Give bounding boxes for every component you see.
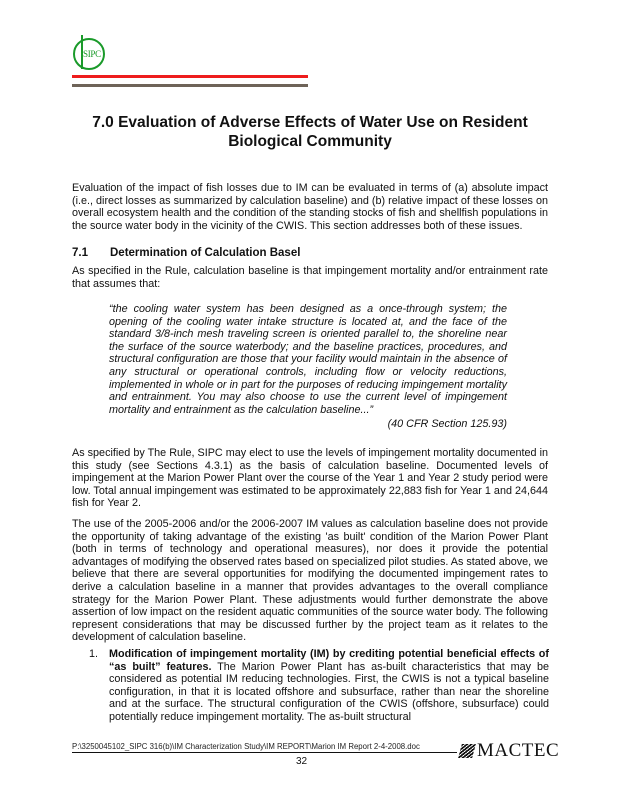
section-lead: As specified in the Rule, calculation baseline is that impingement mortality and/or entrainment rate that assumes that: bbox=[72, 265, 548, 290]
logo-text: SIPC bbox=[83, 49, 101, 59]
list-item-number: 1. bbox=[89, 648, 99, 660]
section-title: Determination of Calculation Basel bbox=[110, 247, 301, 259]
mactec-mark-icon bbox=[458, 744, 476, 758]
mactec-wordmark: MACTEC bbox=[477, 740, 560, 761]
paragraph-baseline-levels: As specified by The Rule, SIPC may elect to use the levels of impingement mortality documented in this study (see Sections 4.3.1) as the basis of calculation baseline. Documented levels of impingement at the Marion Power Plant over the course of the Year 1 and Year 2 study period were low. Total annual impingement was estimated to be approximately 22,883 fish for Year 1 and 24,644 fish for Year 2. bbox=[72, 447, 548, 510]
paragraph-as-built: The use of the 2005-2006 and/or the 2006-2007 IM values as calculation baseline does not provide the opportunity of taking advantage of the existing 'as built' condition of the Marion Power Plant (both in terms of technology and operational measures), nor does it provide the potential advantages of modifying the observed rates based on specialized pilot studies. As stated above, we believe that there are several opportunities for modifying the documented impingement rates to derive a calculation baseline in a manner that provides advantages to the overall compliance strategy for the Marion Power Plant. These adjustments would further demonstrate the above assertion of low impact on the resident aquatic communities of the source water body. The following represent considerations that may be discussed further by the project team as it relates to the development of calculation baseline. bbox=[72, 518, 548, 644]
page-number: 32 bbox=[296, 756, 308, 767]
page-title: 7.0 Evaluation of Adverse Effects of Water Use on Resident Biological Community bbox=[92, 114, 528, 150]
list-item-body bbox=[109, 648, 549, 724]
intro-paragraph: Evaluation of the impact of fish losses due to IM can be evaluated in terms of (a) absolute impact (i.e., direct losses as summarized by calculation baseline) and (b) relative impact of these losses on overall ecosystem health and the condition of the standing stocks of fish and shellfish populations in the source water body in the vicinity of the CWIS. This section addresses both of these issues. bbox=[72, 182, 548, 232]
sipc-logo bbox=[73, 38, 105, 70]
list-item bbox=[89, 648, 549, 724]
quote-citation: (40 CFR Section 125.93) bbox=[387, 418, 507, 430]
footer-rule bbox=[72, 752, 457, 753]
list-item-text: The Marion Power Plant has as-built characteristics that may be considered as potential IM reducing technologies. First, the CWIS is not a typical baseline configuration, in that it is located offshore and subsurface, rather than near the shoreline and at the surface. The structural configuration of the CWIS (offshore, subsurface) could potentially reduce impingement mortality. The as-built structural bbox=[109, 660, 550, 723]
section-heading bbox=[72, 247, 300, 259]
header-rule-red bbox=[72, 75, 308, 78]
section-number: 7.1 bbox=[72, 247, 88, 259]
list-item-heading: Modification of impingement mortality (IM) by crediting potential beneficial effects of “as built” features. bbox=[109, 648, 549, 673]
rule-quote: “the cooling water system has been designed as a once-through system; the opening of the cooling water intake structure is located at, and the face of the standard 3/8-inch mesh traveling screen is oriented parallel to, the shoreline near the surface of the source waterbody; and the baseline practices, procedures, and structural configuration are those that your facility would maintain in the absence of any structural or operational controls, including flow or velocity reductions, implemented in whole or in part for the purposes of reducing impingement mortality and entrainment. You may also choose to use the current level of impingement mortality and entrainment as the calculation baseline...” bbox=[109, 303, 507, 416]
footer-file-path: P:\3250045102_SIPC 316(b)\IM Characterization Study\IM REPORT\Marion IM Report 2-4-2008.doc bbox=[72, 742, 420, 751]
header-rule-gray bbox=[72, 84, 308, 87]
mactec-logo bbox=[460, 740, 559, 762]
